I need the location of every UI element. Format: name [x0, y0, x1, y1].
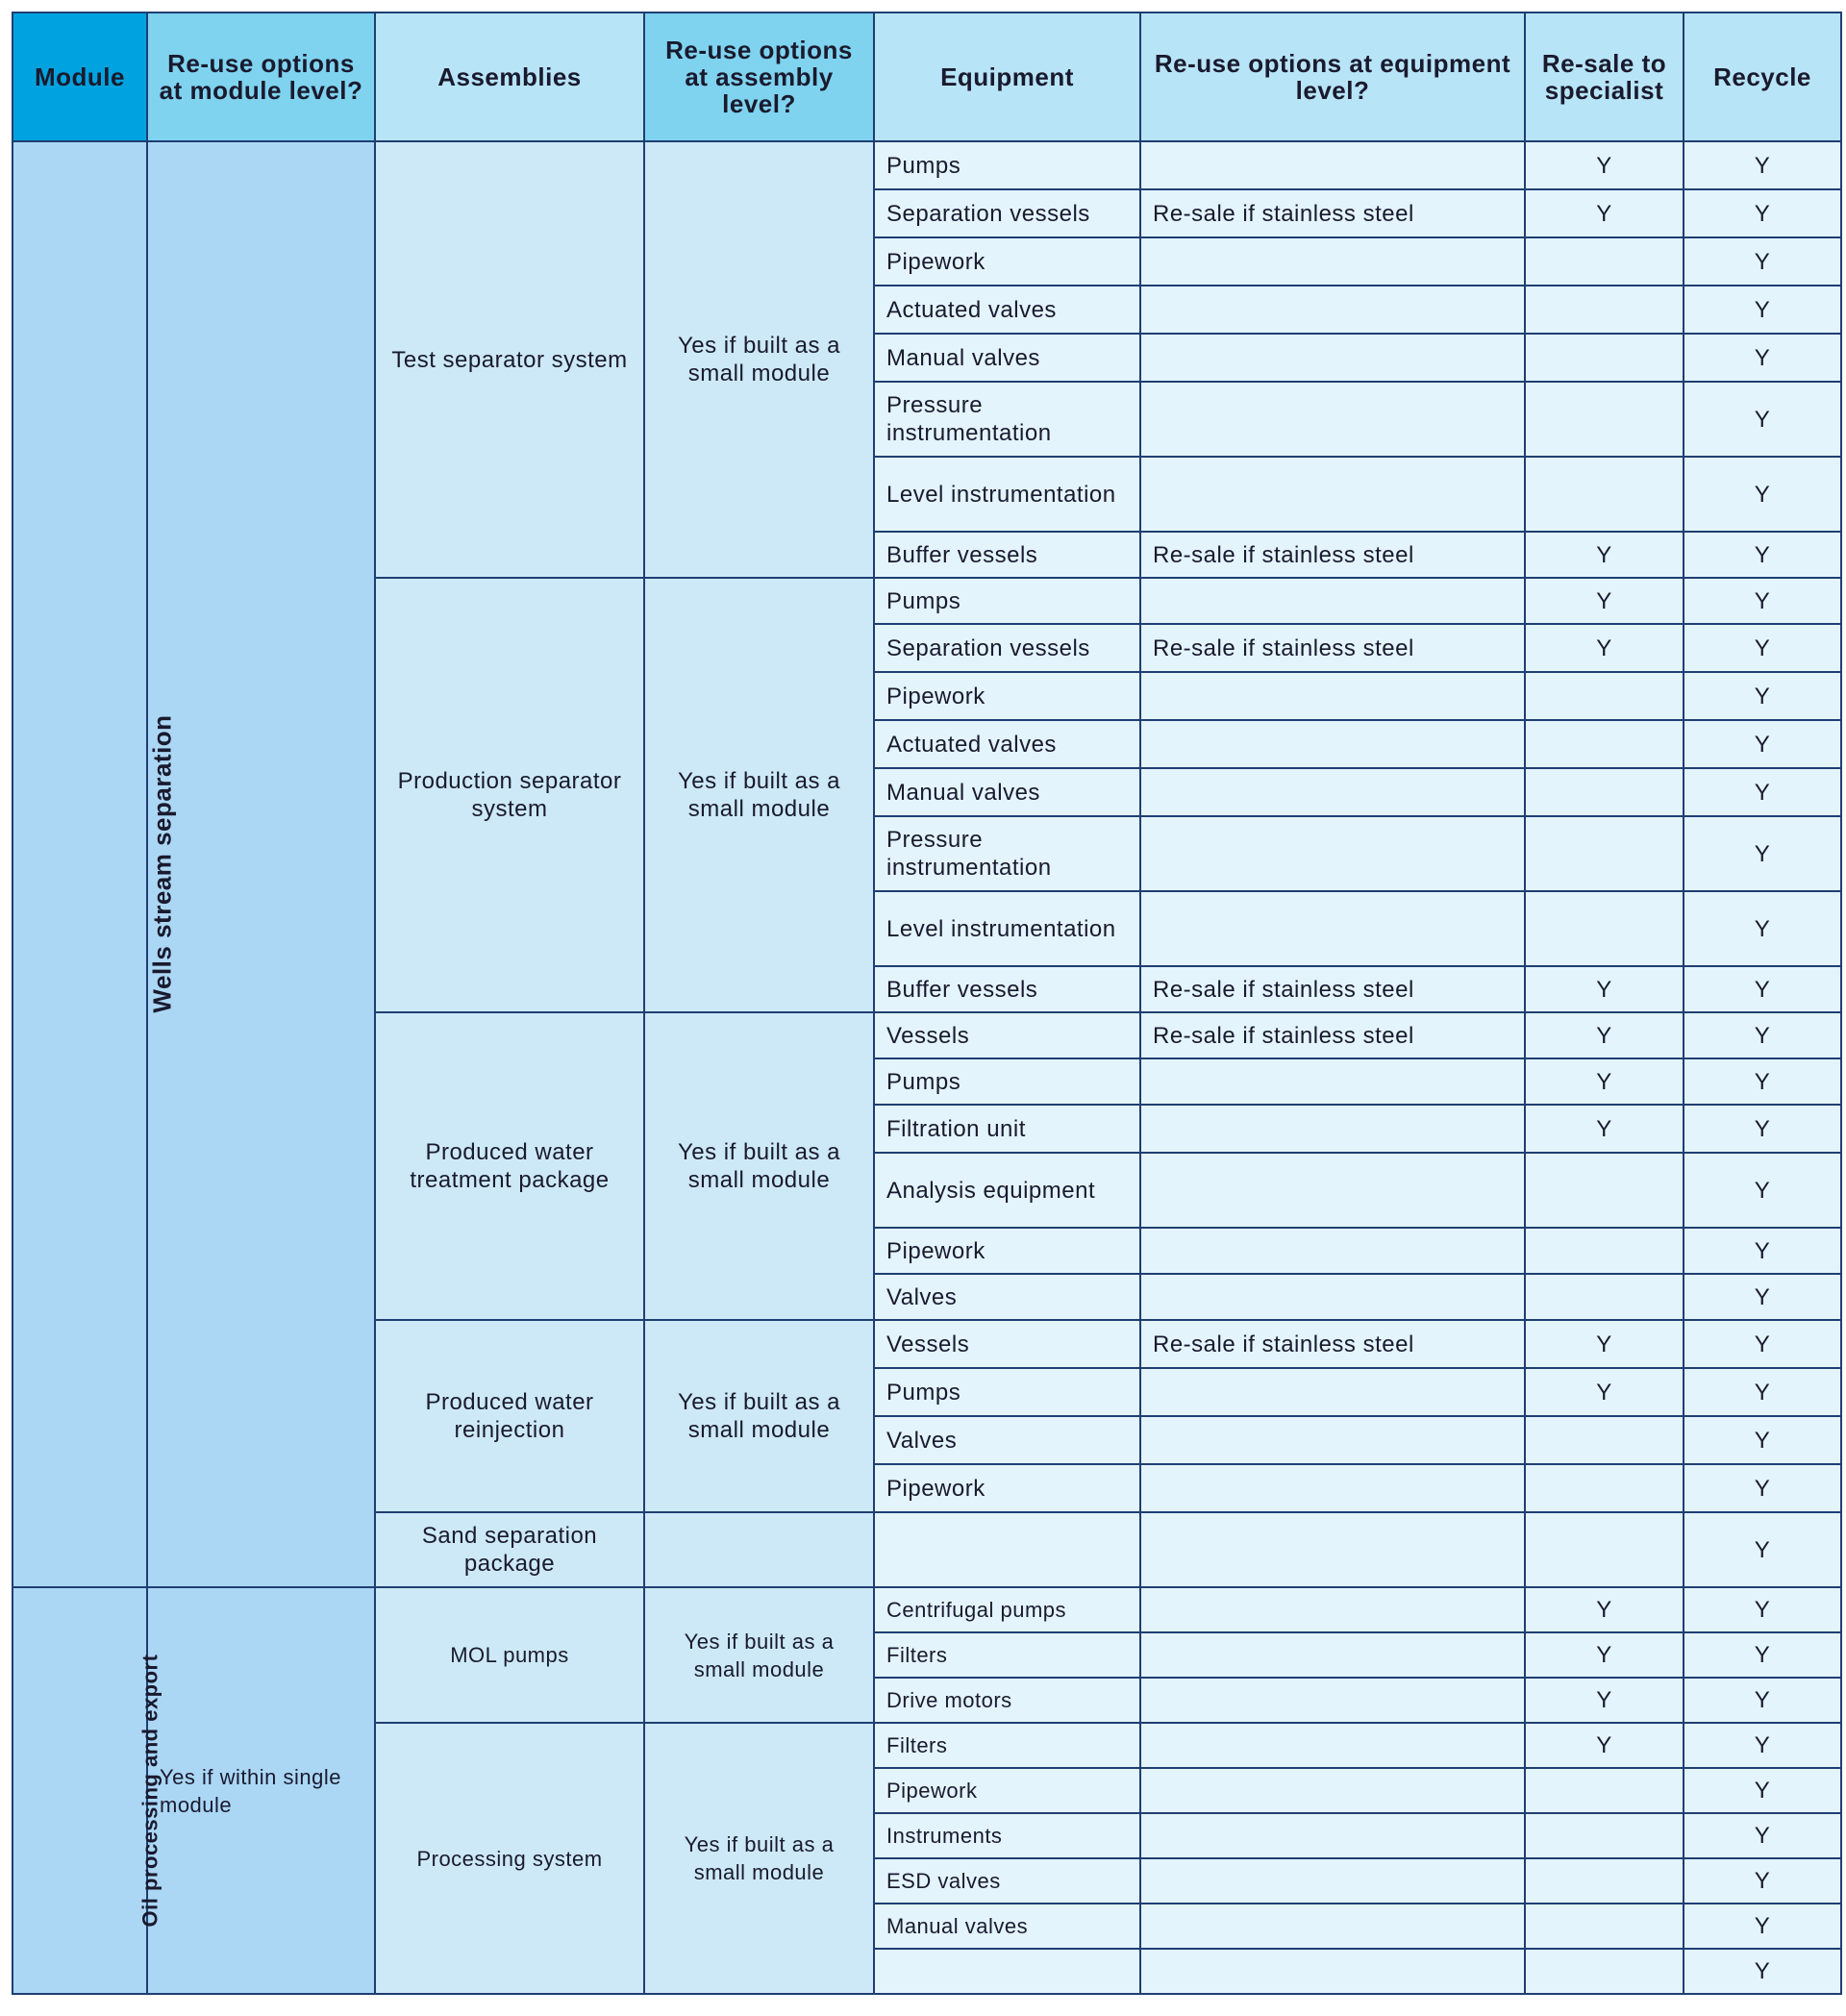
recycle-cell: Y — [1684, 1058, 1841, 1105]
assembly-name-cell: Production separator system — [375, 578, 644, 1012]
equipment-name-cell: Separation vessels — [874, 624, 1140, 672]
equipment-level-cell: Re-sale if stainless steel — [1140, 532, 1525, 578]
equipment-level-cell — [1140, 457, 1525, 532]
equipment-level-cell — [1140, 1678, 1525, 1723]
equipment-level-cell — [1140, 1228, 1525, 1274]
recycle-cell: Y — [1684, 1416, 1841, 1464]
resale-cell: Y — [1525, 624, 1684, 672]
equipment-name-cell: Manual valves — [874, 334, 1140, 382]
assembly-name-cell: Produced water treatment package — [375, 1012, 644, 1320]
equipment-level-cell — [1140, 1723, 1525, 1768]
resale-cell — [1525, 1858, 1684, 1904]
resale-cell: Y — [1525, 1320, 1684, 1368]
equipment-level-cell — [1140, 672, 1525, 720]
equipment-level-cell — [1140, 1813, 1525, 1858]
equipment-name-cell: Manual valves — [874, 1904, 1140, 1949]
recycle-cell: Y — [1684, 1723, 1841, 1768]
equipment-name-cell — [874, 1949, 1140, 1994]
recycle-cell: Y — [1684, 382, 1841, 457]
assembly-level-cell: Yes if built as a small module — [644, 1012, 874, 1320]
equipment-name-cell — [874, 1512, 1140, 1587]
resale-cell: Y — [1525, 189, 1684, 237]
equipment-level-cell — [1140, 720, 1525, 768]
equipment-level-cell: Re-sale if stainless steel — [1140, 624, 1525, 672]
assembly-level-cell — [644, 1512, 874, 1587]
assembly-name-cell: MOL pumps — [375, 1587, 644, 1723]
equipment-level-cell — [1140, 1858, 1525, 1904]
equipment-name-cell: Instruments — [874, 1813, 1140, 1858]
equipment-level-cell — [1140, 141, 1525, 189]
assembly-level-cell: Yes if built as a small module — [644, 1723, 874, 1994]
recycle-cell: Y — [1684, 334, 1841, 382]
resale-cell: Y — [1525, 966, 1684, 1012]
equipment-name-cell: Pipework — [874, 237, 1140, 286]
equipment-level-cell — [1140, 1274, 1525, 1320]
equipment-level-cell: Re-sale if stainless steel — [1140, 966, 1525, 1012]
equipment-name-cell: Centrifugal pumps — [874, 1587, 1140, 1632]
recycle-cell: Y — [1684, 141, 1841, 189]
recycle-cell: Y — [1684, 1228, 1841, 1274]
equipment-name-cell: Filtration unit — [874, 1105, 1140, 1153]
equipment-name-cell: Buffer vessels — [874, 532, 1140, 578]
resale-cell: Y — [1525, 1678, 1684, 1723]
recycle-cell: Y — [1684, 1464, 1841, 1512]
equipment-name-cell: Filters — [874, 1632, 1140, 1678]
equipment-name-cell: ESD valves — [874, 1858, 1140, 1904]
recycle-cell: Y — [1684, 1512, 1841, 1587]
recycle-cell: Y — [1684, 532, 1841, 578]
equipment-level-cell — [1140, 1058, 1525, 1105]
resale-cell — [1525, 1153, 1684, 1228]
equipment-name-cell: Pipework — [874, 1768, 1140, 1813]
recycle-cell: Y — [1684, 1587, 1841, 1632]
recycle-cell: Y — [1684, 286, 1841, 334]
header-equipment: Equipment — [874, 12, 1140, 141]
recycle-cell: Y — [1684, 1813, 1841, 1858]
recycle-cell: Y — [1684, 768, 1841, 816]
resale-cell — [1525, 382, 1684, 457]
reuse-options-table — [12, 12, 1842, 1995]
resale-cell — [1525, 1813, 1684, 1858]
header-resale: Re-sale to specialist — [1525, 12, 1684, 141]
resale-cell — [1525, 768, 1684, 816]
table-body — [12, 141, 1841, 1994]
assembly-name-cell: Test separator system — [375, 141, 644, 578]
assembly-level-cell: Yes if built as a small module — [644, 1587, 874, 1723]
equipment-level-cell — [1140, 1105, 1525, 1153]
module-level-cell: Yes if within single module — [147, 1587, 375, 1994]
resale-cell — [1525, 672, 1684, 720]
equipment-name-cell: Actuated valves — [874, 720, 1140, 768]
resale-cell: Y — [1525, 1105, 1684, 1153]
header-recycle: Recycle — [1684, 12, 1841, 141]
resale-cell — [1525, 1768, 1684, 1813]
assembly-name-cell: Sand separation package — [375, 1512, 644, 1587]
resale-cell — [1525, 286, 1684, 334]
equipment-name-cell: Valves — [874, 1274, 1140, 1320]
equipment-level-cell — [1140, 1904, 1525, 1949]
recycle-cell: Y — [1684, 237, 1841, 286]
equipment-level-cell — [1140, 1416, 1525, 1464]
recycle-cell: Y — [1684, 1768, 1841, 1813]
assembly-level-cell: Yes if built as a small module — [644, 578, 874, 1012]
resale-cell — [1525, 891, 1684, 966]
resale-cell — [1525, 816, 1684, 891]
equipment-level-cell — [1140, 1512, 1525, 1587]
equipment-name-cell: Filters — [874, 1723, 1140, 1768]
resale-cell: Y — [1525, 1723, 1684, 1768]
equipment-level-cell — [1140, 1368, 1525, 1416]
resale-cell — [1525, 237, 1684, 286]
resale-cell — [1525, 1274, 1684, 1320]
equipment-name-cell: Valves — [874, 1416, 1140, 1464]
equipment-level-cell: Re-sale if stainless steel — [1140, 189, 1525, 237]
equipment-level-cell — [1140, 1587, 1525, 1632]
resale-cell: Y — [1525, 1012, 1684, 1058]
resale-cell — [1525, 1904, 1684, 1949]
recycle-cell: Y — [1684, 672, 1841, 720]
module-cell — [12, 141, 177, 1587]
equipment-name-cell: Pressure instrumentation — [874, 816, 1140, 891]
equipment-level-cell — [1140, 237, 1525, 286]
recycle-cell: Y — [1684, 1320, 1841, 1368]
equipment-name-cell: Level instrumentation — [874, 457, 1140, 532]
equipment-name-cell: Pumps — [874, 1058, 1140, 1105]
equipment-name-cell: Pipework — [874, 672, 1140, 720]
equipment-name-cell: Buffer vessels — [874, 966, 1140, 1012]
recycle-cell: Y — [1684, 1632, 1841, 1678]
equipment-name-cell: Pumps — [874, 578, 1140, 624]
equipment-name-cell: Pipework — [874, 1228, 1140, 1274]
equipment-level-cell — [1140, 1768, 1525, 1813]
equipment-level-cell: Re-sale if stainless steel — [1140, 1320, 1525, 1368]
resale-cell — [1525, 720, 1684, 768]
table-header-row — [12, 12, 1841, 141]
assembly-name-cell: Produced water reinjection — [375, 1320, 644, 1512]
equipment-level-cell — [1140, 578, 1525, 624]
equipment-name-cell: Pumps — [874, 141, 1140, 189]
assembly-name-cell: Processing system — [375, 1723, 644, 1994]
assembly-level-cell: Yes if built as a small module — [644, 141, 874, 578]
equipment-name-cell: Vessels — [874, 1320, 1140, 1368]
equipment-level-cell — [1140, 1464, 1525, 1512]
resale-cell: Y — [1525, 1058, 1684, 1105]
equipment-name-cell: Analysis equipment — [874, 1153, 1140, 1228]
equipment-name-cell: Vessels — [874, 1012, 1140, 1058]
recycle-cell: Y — [1684, 1949, 1841, 1994]
recycle-cell: Y — [1684, 624, 1841, 672]
recycle-cell: Y — [1684, 1904, 1841, 1949]
resale-cell — [1525, 1949, 1684, 1994]
header-module: Module — [12, 12, 147, 141]
equipment-level-cell — [1140, 334, 1525, 382]
recycle-cell: Y — [1684, 578, 1841, 624]
equipment-name-cell: Actuated valves — [874, 286, 1140, 334]
equipment-level-cell: Re-sale if stainless steel — [1140, 1012, 1525, 1058]
assembly-level-cell: Yes if built as a small module — [644, 1320, 874, 1512]
equipment-level-cell — [1140, 1632, 1525, 1678]
resale-cell — [1525, 334, 1684, 382]
equipment-level-cell — [1140, 768, 1525, 816]
resale-cell: Y — [1525, 141, 1684, 189]
resale-cell — [1525, 1228, 1684, 1274]
recycle-cell: Y — [1684, 966, 1841, 1012]
equipment-name-cell: Pumps — [874, 1368, 1140, 1416]
equipment-level-cell — [1140, 382, 1525, 457]
equipment-name-cell: Manual valves — [874, 768, 1140, 816]
equipment-level-cell — [1140, 816, 1525, 891]
recycle-cell: Y — [1684, 1858, 1841, 1904]
equipment-name-cell: Level instrumentation — [874, 891, 1140, 966]
recycle-cell: Y — [1684, 1678, 1841, 1723]
module-cell — [12, 1587, 162, 1994]
recycle-cell: Y — [1684, 189, 1841, 237]
header-assemblies: Assemblies — [375, 12, 644, 141]
equipment-level-cell — [1140, 1949, 1525, 1994]
recycle-cell: Y — [1684, 1105, 1841, 1153]
resale-cell — [1525, 457, 1684, 532]
recycle-cell: Y — [1684, 1368, 1841, 1416]
recycle-cell: Y — [1684, 816, 1841, 891]
recycle-cell: Y — [1684, 891, 1841, 966]
resale-cell — [1525, 1512, 1684, 1587]
equipment-name-cell: Pipework — [874, 1464, 1140, 1512]
resale-cell — [1525, 1464, 1684, 1512]
recycle-cell: Y — [1684, 1153, 1841, 1228]
resale-cell: Y — [1525, 1587, 1684, 1632]
resale-cell — [1525, 1416, 1684, 1464]
equipment-level-cell — [1140, 891, 1525, 966]
equipment-name-cell: Separation vessels — [874, 189, 1140, 237]
resale-cell: Y — [1525, 1368, 1684, 1416]
recycle-cell: Y — [1684, 457, 1841, 532]
recycle-cell: Y — [1684, 1012, 1841, 1058]
header-equipment-level: Re-use options at equipment level? — [1140, 12, 1525, 141]
equipment-level-cell — [1140, 286, 1525, 334]
equipment-name-cell: Pressure instrumentation — [874, 382, 1140, 457]
resale-cell: Y — [1525, 532, 1684, 578]
equipment-name-cell: Drive motors — [874, 1678, 1140, 1723]
equipment-level-cell — [1140, 1153, 1525, 1228]
resale-cell: Y — [1525, 578, 1684, 624]
table-row — [12, 141, 1841, 189]
table-row — [12, 1587, 1841, 1632]
recycle-cell: Y — [1684, 1274, 1841, 1320]
module-name: Oil processing and export — [137, 1654, 162, 1928]
reuse-options-table-container — [12, 12, 1842, 1995]
resale-cell: Y — [1525, 1632, 1684, 1678]
header-assembly-level: Re-use options at assembly level? — [644, 12, 874, 141]
recycle-cell: Y — [1684, 720, 1841, 768]
module-name: Wells stream separation — [147, 714, 177, 1013]
module-level-cell — [147, 141, 375, 1587]
header-module-level: Re-use options at module level? — [147, 12, 375, 141]
